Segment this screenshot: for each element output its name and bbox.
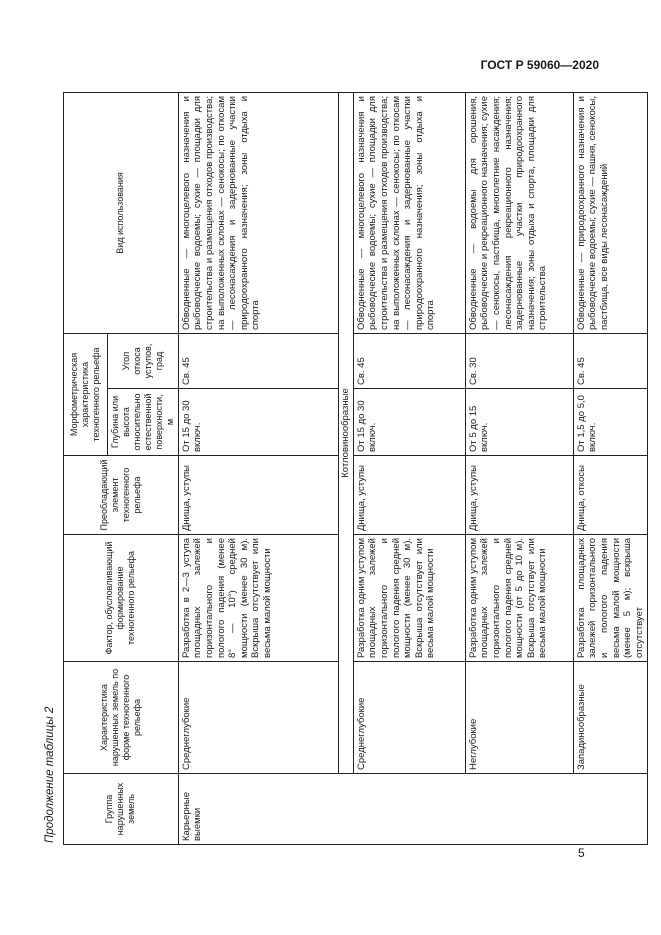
header-slope: Угол откоса уступов, град	[108, 334, 179, 389]
header-characteristic: Характеристика нарушенных земель по форме техногенного рельефа	[64, 662, 179, 774]
header-group: Группа нарушенных земель	[64, 774, 179, 845]
header-morpho: Морфометрическая характеристика техногенного рельефа	[64, 334, 108, 456]
section-label: Котловинообразные	[338, 93, 353, 774]
cell-slope: Св. 45	[353, 334, 465, 389]
cell-group: Карьерные выемки	[178, 774, 647, 845]
cell-use: Обводненные — природоохранного назначения и рыбоводческие водоемы; сухие — пашня, сенокосы, пастбища, все виды лесонасаждений	[573, 93, 647, 334]
cell-depth: От 15 до 30 включ.	[353, 389, 465, 456]
section-row	[338, 93, 353, 845]
header-use: Вид использования	[64, 93, 179, 334]
cell-characteristic: Среднеглубокие	[353, 662, 465, 774]
table-caption: Продолжение таблицы 2	[44, 706, 56, 843]
cell-element: Днища, уступы	[465, 456, 573, 535]
cell-depth: От 1,5 до 5,0 включ.	[573, 389, 647, 456]
cell-depth: От 5 до 15 включ.	[465, 389, 573, 456]
cell-factor: Разработка одним уступом площадных залежей горизонтального и пологого падения средней мощности (менее 30 м). Вскрыша отсутствует или весьма малой мощности	[353, 535, 465, 662]
cell-slope: Св. 45	[573, 334, 647, 389]
cell-characteristic: Неглубокие	[465, 662, 573, 774]
cell-element: Днища, откосы	[573, 456, 647, 535]
page-number: 5	[578, 846, 585, 860]
cell-use: Обводненные — многоцелевого назначения и рыбоводческие водоемы; сухие — площадки для строительства и размещения отходов производства; на выположенных склонах — сенокосы; по откосам — лесонасаждения и задернованные участки природоохранного назначения; зоны отдыха и спорта	[178, 93, 338, 334]
cell-use: Обводненные — многоцелевого назначения и рыбоводческие водоемы; сухие — площадки для строительства и размещения отходов производства; на выположенных склонах — сенокосы; по откосам — лесонасаждения и задернованные участки природоохранного назначения; зоны отдыха и спорта	[353, 93, 465, 334]
cell-element: Днища, уступы	[353, 456, 465, 535]
cell-characteristic: Среднеглубокие	[178, 662, 338, 774]
land-classification-table	[63, 92, 648, 845]
cell-factor: Разработка площадных залежей горизонтального и пологого падения весьма малой мощности (менее 5 м); вскрыша отсутствует	[573, 535, 647, 662]
header-row-1	[64, 93, 108, 845]
document-header: ГОСТ Р 59060—2020	[480, 58, 599, 72]
table-row	[573, 93, 647, 845]
header-element: Преобладающий элемент техногенного рельефа	[64, 456, 179, 535]
cell-factor: Разработка одним уступом площадных залежей горизонтального и пологого падения средней мощности (от 5 до 10 м). Вскрыша отсутствует или весьма малой мощности	[465, 535, 573, 662]
cell-element: Днища, уступы	[178, 456, 338, 535]
cell-factor: Разработка в 2—3 уступа площадных залежей горизонтального и пологого падения (менее 8° — 10°) средней мощности (менее 30 м). Вскрыша отсутствует или весьма малой мощности	[178, 535, 338, 662]
table-row	[178, 93, 338, 845]
cell-characteristic: Западинообразные	[573, 662, 647, 774]
table-row	[465, 93, 573, 845]
header-depth: Глубина или высота относительно естественной поверхности, м	[108, 389, 179, 456]
header-factor: Фактор, обусловливающий формирование техногенного рельефа	[64, 535, 179, 662]
cell-slope: Св. 45	[178, 334, 338, 389]
cell-slope: Св. 30	[465, 334, 573, 389]
table-row	[353, 93, 465, 845]
rotated-table-container	[63, 93, 645, 845]
cell-use: Обводненные — водоемы для орошения, рыбоводческие и рекреационного назначения; сухие — сенокосы, пастбища, многолетние насаждения; лесонасаждения рекреационного назначения; задернованные участки природоохранного назначения; зоны отдыха и спорта, площадки для строительства	[465, 93, 573, 334]
cell-depth: От 15 до 30 включ.	[178, 389, 338, 456]
